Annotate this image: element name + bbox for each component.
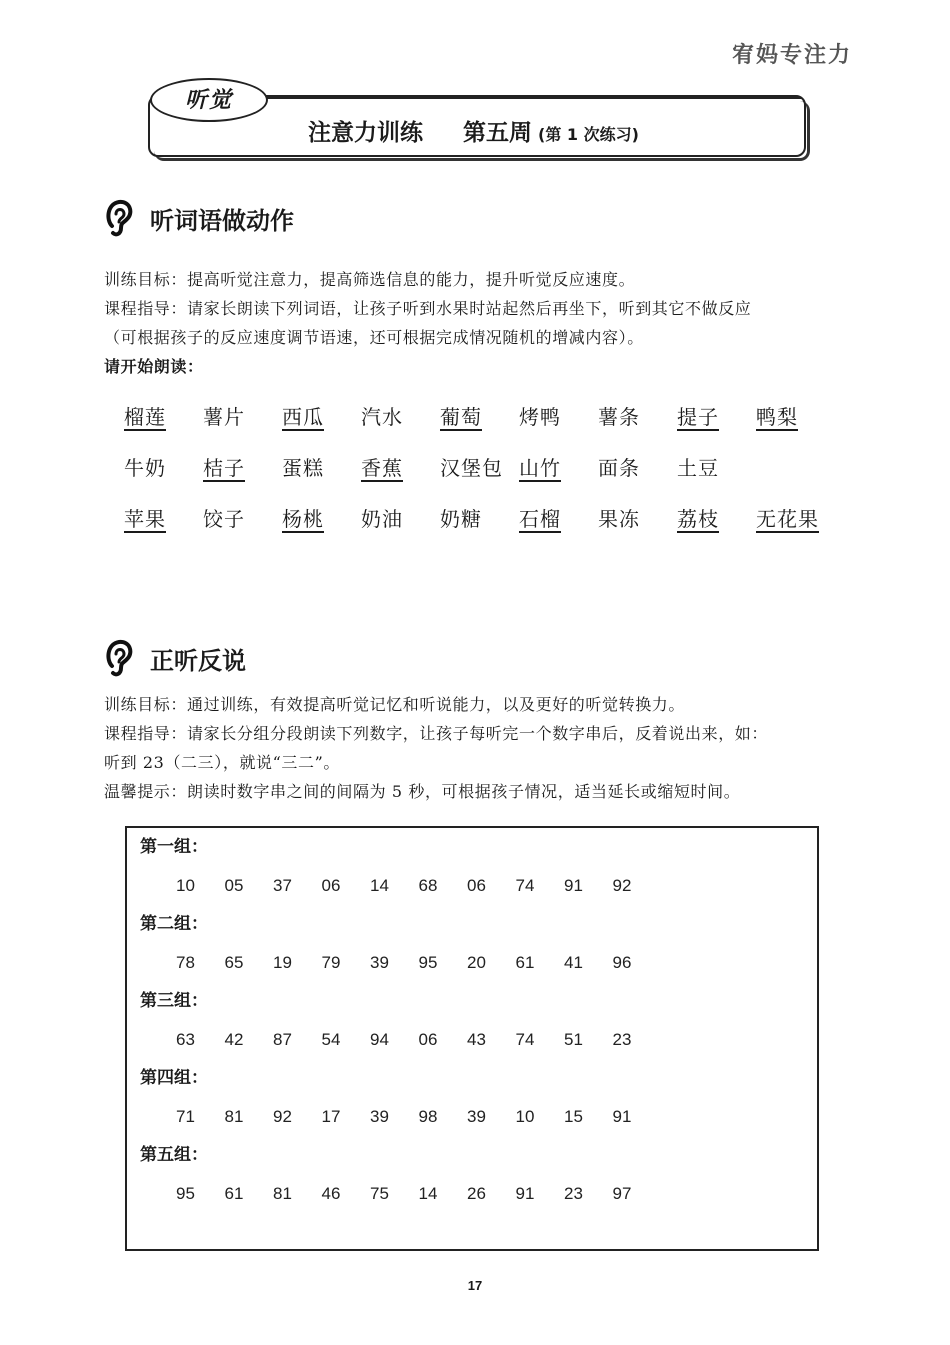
number-row: [140, 1021, 817, 1059]
section2-guide-line1: 课程指导：请家长分组分段朗读下列数字，让孩子每听完一个数字串后，反着说出来，如：: [104, 724, 769, 743]
number-row: [140, 1175, 817, 1213]
number-item: 71: [176, 1107, 195, 1126]
word-item: 牛奶: [124, 456, 166, 480]
ear-icon: [104, 198, 134, 238]
week-label: 第五周: [463, 120, 532, 146]
section2-guide-line2: 听到 23（二三），就说“三二”。: [104, 753, 341, 772]
number-item: 98: [418, 1107, 438, 1126]
word-item: 土豆: [677, 456, 719, 480]
number-item: 06: [467, 876, 486, 895]
section1-instructions: [104, 265, 874, 381]
number-item: 06: [321, 876, 341, 895]
number-item: 79: [321, 953, 341, 972]
number-item: 61: [224, 1184, 244, 1203]
number-item: 81: [224, 1107, 244, 1126]
number-item: 87: [273, 1030, 292, 1049]
brand-name: 宥妈专注力: [731, 43, 852, 68]
word-item: 果冻: [598, 507, 640, 531]
word-item: 山竹: [519, 456, 561, 480]
section1-goal: 训练目标：提高听觉注意力，提高筛选信息的能力，提升听觉反应速度。: [104, 270, 636, 289]
group-label: 第三组：: [140, 991, 208, 1011]
number-groups-box: [125, 826, 819, 1251]
number-item: 14: [370, 876, 389, 895]
word-list: [124, 390, 844, 543]
number-item: 23: [564, 1184, 583, 1203]
word-item: 荔枝: [677, 507, 719, 531]
word-item: 汉堡包: [440, 456, 503, 480]
number-row: [140, 867, 817, 905]
word-row-3: [124, 492, 844, 543]
section1-start: 请开始朗读：: [104, 357, 204, 376]
word-item: 提子: [677, 405, 719, 429]
number-group: [140, 1059, 817, 1136]
number-item: 97: [612, 1184, 632, 1203]
number-item: 10: [176, 876, 195, 895]
number-item: 41: [564, 953, 583, 972]
section2-goal: 训练目标：通过训练，有效提高听觉记忆和听说能力，以及更好的听觉转换力。: [104, 695, 686, 714]
number-item: 37: [273, 876, 292, 895]
number-item: 39: [370, 1107, 389, 1126]
number-item: 43: [467, 1030, 486, 1049]
number-item: 78: [176, 953, 195, 972]
word-row-2: [124, 441, 844, 492]
number-item: 96: [612, 953, 632, 972]
number-item: 94: [370, 1030, 389, 1049]
number-item: 39: [467, 1107, 486, 1126]
section2-title: 正听反说: [150, 646, 246, 675]
header-rule: [266, 97, 802, 99]
number-item: 63: [176, 1030, 195, 1049]
number-item: 74: [515, 876, 535, 895]
header-tag: 听觉: [150, 78, 268, 122]
number-item: 95: [418, 953, 438, 972]
section1-guide-line1: 课程指导：请家长朗读下列词语，让孩子听到水果时站起然后再坐下，听到其它不做反应: [104, 299, 752, 318]
number-item: 92: [273, 1107, 292, 1126]
word-item: 烤鸭: [519, 405, 561, 429]
word-item: 饺子: [203, 507, 245, 531]
word-item: 汽水: [361, 405, 403, 429]
number-item: 91: [515, 1184, 535, 1203]
number-item: 23: [612, 1030, 632, 1049]
group-label: 第二组：: [140, 914, 208, 934]
number-item: 10: [515, 1107, 535, 1126]
number-item: 51: [564, 1030, 583, 1049]
word-item: 蛋糕: [282, 456, 324, 480]
ear-icon: [104, 638, 134, 678]
word-item: 奶糖: [440, 507, 482, 531]
word-item: 苹果: [124, 507, 166, 531]
group-label: 第一组：: [140, 837, 208, 857]
number-item: 06: [418, 1030, 438, 1049]
number-item: 92: [612, 876, 632, 895]
number-item: 91: [612, 1107, 632, 1126]
number-item: 46: [321, 1184, 341, 1203]
group-label: 第五组：: [140, 1145, 208, 1165]
number-item: 14: [418, 1184, 438, 1203]
number-item: 54: [321, 1030, 341, 1049]
number-item: 17: [321, 1107, 341, 1126]
word-item: 奶油: [361, 507, 403, 531]
number-item: 26: [467, 1184, 486, 1203]
number-item: 15: [564, 1107, 583, 1126]
number-item: 19: [273, 953, 292, 972]
training-title: 注意力训练: [308, 120, 423, 146]
group-label: 第四组：: [140, 1068, 208, 1088]
number-group: [140, 982, 817, 1059]
number-item: 95: [176, 1184, 195, 1203]
word-item: 香蕉: [361, 456, 403, 480]
section2-heading: [104, 638, 246, 678]
word-item: 桔子: [203, 456, 245, 480]
number-row: [140, 944, 817, 982]
word-item: 无花果: [756, 507, 819, 531]
number-group: [140, 1136, 817, 1213]
number-group: [140, 828, 817, 905]
word-item: 鸭梨: [756, 405, 798, 429]
header-title: [308, 114, 639, 147]
number-item: 05: [224, 876, 244, 895]
section1-title: 听词语做动作: [150, 206, 294, 235]
number-item: 42: [224, 1030, 244, 1049]
number-item: 20: [467, 953, 486, 972]
word-item: 葡萄: [440, 405, 482, 429]
word-item: 石榴: [519, 507, 561, 531]
word-item: 薯片: [203, 405, 245, 429]
word-item: 杨桃: [282, 507, 324, 531]
number-item: 75: [370, 1184, 389, 1203]
page-number: 17: [467, 1278, 483, 1293]
section2-instructions: [104, 690, 874, 806]
number-item: 81: [273, 1184, 292, 1203]
word-row-1: [124, 390, 844, 441]
word-item: 西瓜: [282, 405, 324, 429]
section1-guide-line2: （可根据孩子的反应速度调节语速，还可根据完成情况随机的增减内容）。: [104, 328, 644, 347]
word-item: 面条: [598, 456, 640, 480]
number-item: 74: [515, 1030, 535, 1049]
number-item: 39: [370, 953, 389, 972]
number-item: 68: [418, 876, 438, 895]
number-item: 61: [515, 953, 535, 972]
word-item: 榴莲: [124, 405, 166, 429]
number-item: 65: [224, 953, 244, 972]
section1-heading: [104, 198, 294, 238]
section2-tip: 温馨提示：朗读时数字串之间的间隔为 5 秒，可根据孩子情况，适当延长或缩短时间。: [104, 782, 741, 801]
session-label: (第 1 次练习): [538, 125, 639, 144]
word-item: 薯条: [598, 405, 640, 429]
number-row: [140, 1098, 817, 1136]
number-group: [140, 905, 817, 982]
number-item: 91: [564, 876, 583, 895]
